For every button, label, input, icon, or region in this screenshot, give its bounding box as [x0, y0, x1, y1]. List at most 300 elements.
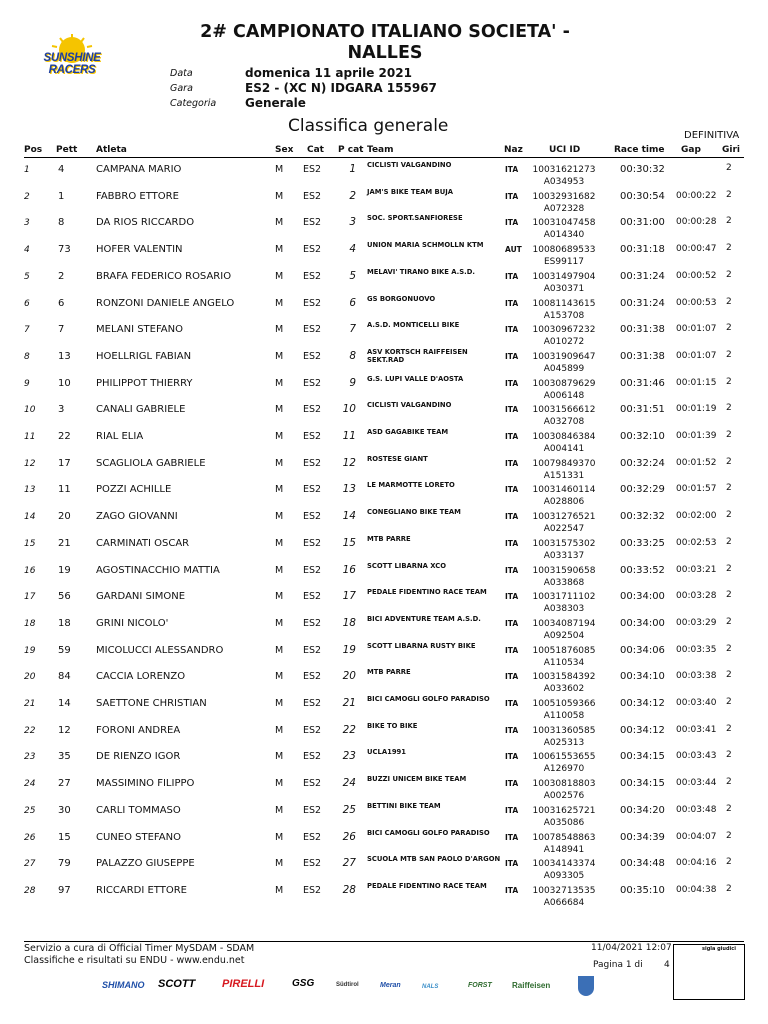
- row-uci-license: A035086: [543, 817, 585, 828]
- row-pett: 10: [58, 377, 71, 389]
- row-laps: 2: [726, 243, 732, 254]
- row-uci-code: 10031711102: [532, 592, 596, 603]
- row-pos: 14: [24, 512, 36, 523]
- row-team: UCLA1991: [367, 748, 407, 757]
- row-category: ES2: [303, 831, 322, 843]
- row-sex: M: [275, 404, 284, 416]
- row-athlete-name: RICCARDI ETTORE: [96, 884, 187, 896]
- row-category: ES2: [303, 884, 322, 896]
- row-laps: 2: [726, 590, 732, 601]
- row-uci-id: [532, 725, 596, 749]
- row-pos: 4: [24, 245, 30, 256]
- row-uci-code: 10079849370: [532, 458, 596, 469]
- row-laps: 2: [726, 189, 732, 200]
- row-uci-code: 10080689533: [532, 245, 596, 256]
- row-uci-license: A110534: [543, 657, 585, 668]
- row-pos: 28: [24, 885, 36, 896]
- row-race-time: 00:34:20: [620, 804, 665, 816]
- row-category: ES2: [303, 591, 322, 603]
- row-pos: 3: [24, 218, 30, 229]
- row-category: ES2: [303, 671, 322, 683]
- row-nation: ITA: [505, 699, 519, 708]
- row-sex: M: [275, 217, 284, 229]
- row-race-time: 00:30:32: [620, 164, 665, 175]
- row-category: ES2: [303, 751, 322, 763]
- row-team: MELAVI' TIRANO BIKE A.S.D.: [367, 267, 475, 276]
- row-uci-license: A033137: [543, 550, 585, 561]
- row-laps: 2: [726, 723, 732, 734]
- footer-page-total: 4: [664, 960, 670, 970]
- row-pett: 4: [58, 164, 65, 175]
- col-header-sex: Sex: [275, 145, 294, 155]
- row-race-time: 00:31:51: [620, 404, 665, 416]
- row-pos: 2: [24, 191, 30, 202]
- table-row: [0, 535, 768, 561]
- row-category-position: 9: [349, 376, 356, 389]
- row-gap: 00:00:22: [676, 190, 717, 201]
- footer-site: Classifiche e risultati su ENDU - www.endu.net: [24, 955, 245, 966]
- row-uci-license: A010272: [543, 337, 585, 348]
- row-uci-license: A014340: [543, 230, 585, 241]
- row-category: ES2: [303, 698, 322, 709]
- row-pett: 56: [58, 591, 71, 603]
- row-sex: M: [275, 350, 284, 362]
- row-uci-id: [532, 645, 596, 669]
- row-nation: ITA: [505, 432, 519, 441]
- row-laps: 2: [726, 163, 732, 173]
- row-gap: 00:01:52: [676, 457, 717, 468]
- row-laps: 2: [726, 750, 732, 761]
- row-laps: 2: [726, 616, 732, 627]
- row-race-time: 00:31:18: [620, 244, 665, 256]
- row-race-time: 00:32:29: [620, 484, 665, 496]
- row-gap: 00:01:15: [676, 377, 717, 388]
- row-uci-id: [532, 618, 596, 642]
- row-team: LE MARMOTTE LORETO: [367, 481, 455, 490]
- data-value: domenica 11 aprile 2021: [245, 66, 412, 80]
- row-uci-code: 10030818803: [532, 779, 596, 790]
- row-pos: 17: [24, 592, 36, 603]
- row-team: SOC. SPORT.SANFIORESE: [367, 214, 463, 223]
- table-row: [0, 882, 768, 908]
- row-category: ES2: [303, 724, 322, 736]
- row-uci-code: 10031590658: [532, 565, 596, 576]
- row-pos: 12: [24, 458, 36, 469]
- row-nation: ITA: [505, 298, 519, 308]
- row-uci-code: 10031584392: [532, 672, 596, 683]
- row-nation: ITA: [505, 618, 519, 628]
- row-sex: M: [275, 484, 284, 496]
- row-gap: 00:01:07: [676, 324, 717, 335]
- row-athlete-name: MELANI STEFANO: [96, 324, 183, 336]
- row-uci-id: [532, 217, 596, 241]
- row-pett: 18: [58, 617, 71, 629]
- row-athlete-name: MICOLUCCI ALESSANDRO: [96, 644, 224, 656]
- row-nation: ITA: [505, 191, 519, 201]
- row-pett: 14: [58, 698, 71, 709]
- row-sex: M: [275, 698, 284, 709]
- row-pos: 20: [24, 672, 36, 683]
- row-team: UNION MARIA SCHMOLLN KTM: [367, 241, 484, 250]
- row-gap: 00:04:07: [676, 831, 717, 842]
- row-sex: M: [275, 884, 284, 896]
- row-team: A.S.D. MONTICELLI BIKE: [367, 321, 460, 330]
- row-uci-id: [532, 484, 596, 508]
- row-team: CONEGLIANO BIKE TEAM: [367, 508, 461, 517]
- row-race-time: 00:34:15: [620, 778, 665, 790]
- row-race-time: 00:31:00: [620, 217, 665, 229]
- row-gap: 00:00:47: [676, 244, 717, 255]
- row-nation: ITA: [505, 271, 519, 281]
- row-athlete-name: CUNEO STEFANO: [96, 831, 181, 843]
- row-athlete-name: GARDANI SIMONE: [96, 591, 186, 603]
- table-row: [0, 748, 768, 774]
- row-uci-license: A148941: [543, 844, 585, 855]
- title-line-2: NALLES: [347, 43, 423, 63]
- row-gap: 00:00:52: [676, 270, 717, 281]
- row-uci-id: [532, 458, 596, 482]
- table-row: [0, 481, 768, 507]
- row-uci-code: 10031625721: [532, 805, 596, 816]
- row-category-position: 10: [342, 403, 356, 416]
- row-category-position: 25: [342, 803, 356, 816]
- row-race-time: 00:31:24: [620, 297, 665, 309]
- row-uci-license: A126970: [543, 764, 585, 775]
- row-laps: 2: [726, 349, 732, 360]
- row-race-time: 00:34:10: [620, 671, 665, 683]
- col-header-atleta: Atleta: [96, 145, 127, 155]
- row-uci-license: A033602: [543, 684, 585, 695]
- row-uci-license: A032708: [543, 417, 585, 428]
- row-uci-code: 10034087194: [532, 618, 596, 629]
- row-gap: 00:04:16: [676, 858, 717, 869]
- row-athlete-name: RONZONI DANIELE ANGELO: [96, 297, 235, 309]
- row-sex: M: [275, 778, 284, 790]
- row-uci-code: 10031497904: [532, 271, 596, 282]
- row-nation: ITA: [505, 832, 519, 842]
- sponsor-pirelli: PIRELLI: [222, 978, 265, 990]
- row-pett: 12: [58, 724, 71, 736]
- row-laps: 2: [726, 510, 732, 521]
- col-header-giri: Giri: [722, 145, 740, 155]
- table-row: [0, 268, 768, 294]
- row-category-position: 14: [342, 510, 356, 523]
- row-team: ASD GAGABIKE TEAM: [367, 428, 449, 436]
- row-category-position: 21: [342, 697, 356, 709]
- row-athlete-name: BRAFA FEDERICO ROSARIO: [96, 270, 232, 282]
- row-uci-license: ES99117: [543, 257, 585, 268]
- row-uci-id: [532, 351, 596, 375]
- row-race-time: 00:32:24: [620, 457, 665, 469]
- row-sex: M: [275, 671, 284, 683]
- row-category: ES2: [303, 858, 322, 870]
- row-category-position: 12: [342, 456, 356, 469]
- row-category: ES2: [303, 350, 322, 362]
- row-uci-id: [532, 378, 596, 402]
- row-pos: 26: [24, 832, 36, 843]
- row-laps: 2: [726, 563, 732, 574]
- row-gap: 00:03:43: [676, 751, 717, 762]
- row-uci-code: 10031047458: [532, 218, 596, 229]
- row-laps: 2: [726, 803, 732, 814]
- row-uci-license: A066684: [543, 897, 585, 908]
- row-category: ES2: [303, 431, 322, 442]
- row-sex: M: [275, 377, 284, 389]
- row-uci-id: [532, 751, 596, 775]
- row-team: BICI CAMOGLI GOLFO PARADISO: [367, 695, 490, 703]
- row-laps: 2: [726, 456, 732, 467]
- row-uci-code: 10031460114: [532, 485, 596, 496]
- row-gap: 00:03:40: [676, 698, 717, 708]
- table-row: [0, 615, 768, 641]
- status-label: DEFINITIVA: [684, 130, 740, 141]
- row-uci-code: 10031909647: [532, 351, 596, 362]
- row-athlete-name: CACCIA LORENZO: [96, 671, 186, 683]
- row-athlete-name: FORONI ANDREA: [96, 724, 181, 736]
- row-pett: 1: [58, 190, 65, 202]
- row-nation: ITA: [505, 458, 519, 468]
- row-athlete-name: PALAZZO GIUSEPPE: [96, 858, 195, 870]
- row-nation: ITA: [505, 645, 519, 655]
- row-uci-license: A025313: [543, 737, 585, 748]
- row-uci-id: [532, 832, 596, 856]
- sponsor-meran: Meran: [380, 982, 401, 989]
- row-uci-id: [532, 511, 596, 535]
- row-sex: M: [275, 724, 284, 736]
- row-nation: ITA: [505, 725, 519, 735]
- row-category: ES2: [303, 324, 322, 336]
- row-race-time: 00:30:54: [620, 190, 665, 202]
- row-pos: 27: [24, 859, 36, 870]
- table-row: [0, 428, 768, 454]
- row-athlete-name: CARMINATI OSCAR: [96, 537, 190, 549]
- row-category: ES2: [303, 484, 322, 496]
- table-row: [0, 588, 768, 614]
- row-laps: 2: [726, 536, 732, 547]
- row-uci-license: A153708: [543, 310, 585, 321]
- row-pos: 7: [24, 325, 30, 336]
- row-athlete-name: RIAL ELIA: [96, 431, 144, 442]
- row-nation: ITA: [505, 672, 519, 682]
- sponsor-nals: NALS: [422, 984, 439, 990]
- row-category-position: 15: [342, 536, 356, 549]
- row-pett: 3: [58, 404, 65, 416]
- row-pos: 24: [24, 779, 36, 790]
- row-team: JAM'S BIKE TEAM BUJA: [367, 187, 454, 196]
- row-sex: M: [275, 511, 284, 523]
- row-team: BETTINI BIKE TEAM: [367, 801, 441, 810]
- row-race-time: 00:32:10: [620, 431, 665, 442]
- row-gap: 00:03:28: [676, 591, 717, 602]
- row-athlete-name: CAMPANA MARIO: [96, 164, 182, 175]
- row-category-position: 23: [342, 750, 356, 763]
- row-pett: 2: [58, 270, 65, 282]
- row-uci-license: A022547: [543, 524, 585, 535]
- row-team: MTB PARRE: [367, 668, 411, 677]
- row-uci-id: [532, 164, 596, 188]
- row-category-position: 26: [342, 830, 356, 843]
- table-row: [0, 802, 768, 828]
- row-pett: 84: [58, 671, 71, 683]
- row-uci-id: [532, 298, 596, 322]
- row-category-position: 18: [342, 616, 356, 629]
- row-pett: 13: [58, 350, 71, 362]
- row-team: ASV KORTSCH RAIFFEISEN SEKT.RAD: [367, 347, 468, 364]
- row-category: ES2: [303, 457, 322, 469]
- row-laps: 2: [726, 269, 732, 280]
- title-line-1: 2# CAMPIONATO ITALIANO SOCIETA' -: [200, 22, 570, 42]
- row-sex: M: [275, 617, 284, 629]
- sponsor-forst: FORST: [468, 982, 492, 989]
- row-pett: 6: [58, 297, 65, 309]
- row-uci-code: 10051876085: [532, 645, 596, 656]
- row-race-time: 00:35:10: [620, 884, 665, 896]
- row-race-time: 00:34:12: [620, 724, 665, 736]
- row-pos: 15: [24, 538, 36, 549]
- row-uci-license: A038303: [543, 604, 585, 615]
- row-nation: ITA: [505, 859, 519, 869]
- row-gap: 00:02:53: [676, 537, 717, 548]
- row-uci-id: [532, 885, 596, 909]
- sponsor-raiffeisen: Raiffeisen: [512, 981, 551, 990]
- row-team: CICLISTI VALGANDINO: [367, 161, 452, 169]
- row-pett: 17: [58, 457, 71, 469]
- sponsor-strip: [100, 972, 600, 1000]
- row-pett: 21: [58, 537, 71, 549]
- row-uci-id: [532, 671, 596, 695]
- row-category: ES2: [303, 270, 322, 282]
- row-pett: 20: [58, 511, 71, 523]
- row-team: SCUOLA MTB SAN PAOLO D'ARGON: [367, 855, 501, 864]
- table-row: [0, 321, 768, 347]
- row-category-position: 17: [342, 590, 356, 603]
- row-pett: 8: [58, 217, 65, 229]
- row-pett: 30: [58, 804, 71, 816]
- row-pett: 35: [58, 751, 71, 763]
- row-gap: 00:01:57: [676, 484, 717, 495]
- row-uci-code: 10031276521: [532, 512, 596, 523]
- row-race-time: 00:34:48: [620, 858, 665, 870]
- row-uci-id: [532, 191, 596, 215]
- table-row: [0, 375, 768, 401]
- row-uci-code: 10031360585: [532, 725, 596, 736]
- table-row: [0, 188, 768, 214]
- row-category-position: 11: [342, 430, 356, 442]
- row-category: ES2: [303, 244, 322, 256]
- row-sex: M: [275, 751, 284, 763]
- row-nation: ITA: [505, 325, 519, 335]
- row-pos: 6: [24, 298, 30, 309]
- row-sex: M: [275, 431, 284, 442]
- gara-label: Gara: [170, 83, 193, 94]
- table-row: [0, 214, 768, 240]
- row-race-time: 00:33:52: [620, 564, 665, 576]
- row-nation: ITA: [505, 378, 519, 388]
- row-uci-license: A092504: [543, 630, 585, 641]
- row-pos: 19: [24, 645, 36, 656]
- row-pett: 79: [58, 858, 71, 870]
- row-uci-code: 10030967232: [532, 325, 596, 336]
- row-sex: M: [275, 244, 284, 256]
- row-category: ES2: [303, 190, 322, 202]
- row-pett: 27: [58, 778, 71, 790]
- row-pos: 23: [24, 752, 36, 763]
- row-pett: 19: [58, 564, 71, 576]
- page-title: [140, 22, 630, 64]
- sponsor-scott: SCOTT: [158, 978, 196, 990]
- row-race-time: 00:33:25: [620, 537, 665, 549]
- row-pett: 97: [58, 884, 71, 896]
- row-category-position: 1: [349, 163, 356, 175]
- row-athlete-name: HOFER VALENTIN: [96, 244, 183, 256]
- table-row: [0, 829, 768, 855]
- table-row: [0, 855, 768, 881]
- row-uci-license: A006148: [543, 390, 585, 401]
- row-category-position: 13: [342, 483, 356, 496]
- table-row: [0, 642, 768, 668]
- row-nation: ITA: [505, 885, 519, 895]
- row-laps: 2: [726, 697, 732, 707]
- row-gap: 00:01:19: [676, 404, 717, 415]
- row-uci-id: [532, 244, 596, 268]
- row-race-time: 00:34:00: [620, 617, 665, 629]
- row-gap: 00:03:41: [676, 724, 717, 735]
- row-athlete-name: SCAGLIOLA GABRIELE: [96, 457, 206, 469]
- row-uci-code: 10051059366: [532, 699, 596, 709]
- table-row: [0, 455, 768, 481]
- row-uci-id: [532, 324, 596, 348]
- row-category-position: 16: [342, 563, 356, 576]
- row-pos: 21: [24, 699, 36, 709]
- row-team: CICLISTI VALGANDINO: [367, 401, 452, 410]
- row-race-time: 00:34:00: [620, 591, 665, 603]
- row-laps: 2: [726, 430, 732, 440]
- footer-page-label: Pagina 1 di: [593, 960, 643, 970]
- row-nation: ITA: [505, 752, 519, 762]
- row-category-position: 19: [342, 643, 356, 656]
- row-pos: 10: [24, 405, 36, 416]
- row-uci-code: 10031575302: [532, 538, 596, 549]
- row-uci-license: A028806: [543, 497, 585, 508]
- row-athlete-name: DA RIOS RICCARDO: [96, 217, 195, 229]
- row-uci-code: 10030846384: [532, 432, 596, 442]
- row-team: ROSTESE GIANT: [367, 454, 428, 463]
- row-team: PEDALE FIDENTINO RACE TEAM: [367, 881, 487, 890]
- row-uci-code: 10061553655: [532, 752, 596, 763]
- row-gap: 00:03:38: [676, 671, 717, 682]
- gara-value: ES2 - (XC N) IDGARA 155967: [245, 81, 437, 95]
- row-team: G.S. LUPI VALLE D'AOSTA: [367, 374, 464, 383]
- row-category-position: 24: [342, 777, 356, 790]
- row-athlete-name: FABBRO ETTORE: [96, 190, 179, 202]
- row-uci-license: A033868: [543, 577, 585, 588]
- row-sex: M: [275, 644, 284, 656]
- row-race-time: 00:31:38: [620, 324, 665, 336]
- row-sex: M: [275, 457, 284, 469]
- row-uci-license: A110058: [543, 711, 585, 721]
- row-uci-id: [532, 778, 596, 802]
- row-athlete-name: DE RIENZO IGOR: [96, 751, 181, 763]
- row-team: MTB PARRE: [367, 534, 411, 543]
- col-header-naz: Naz: [504, 145, 523, 155]
- row-category: ES2: [303, 511, 322, 523]
- table-row: [0, 295, 768, 321]
- row-athlete-name: PHILIPPOT THIERRY: [96, 377, 193, 389]
- row-gap: 00:03:44: [676, 778, 717, 789]
- col-header-team: Team: [367, 145, 394, 155]
- row-pett: 11: [58, 484, 71, 496]
- sunshine-racers-logo: [22, 34, 122, 84]
